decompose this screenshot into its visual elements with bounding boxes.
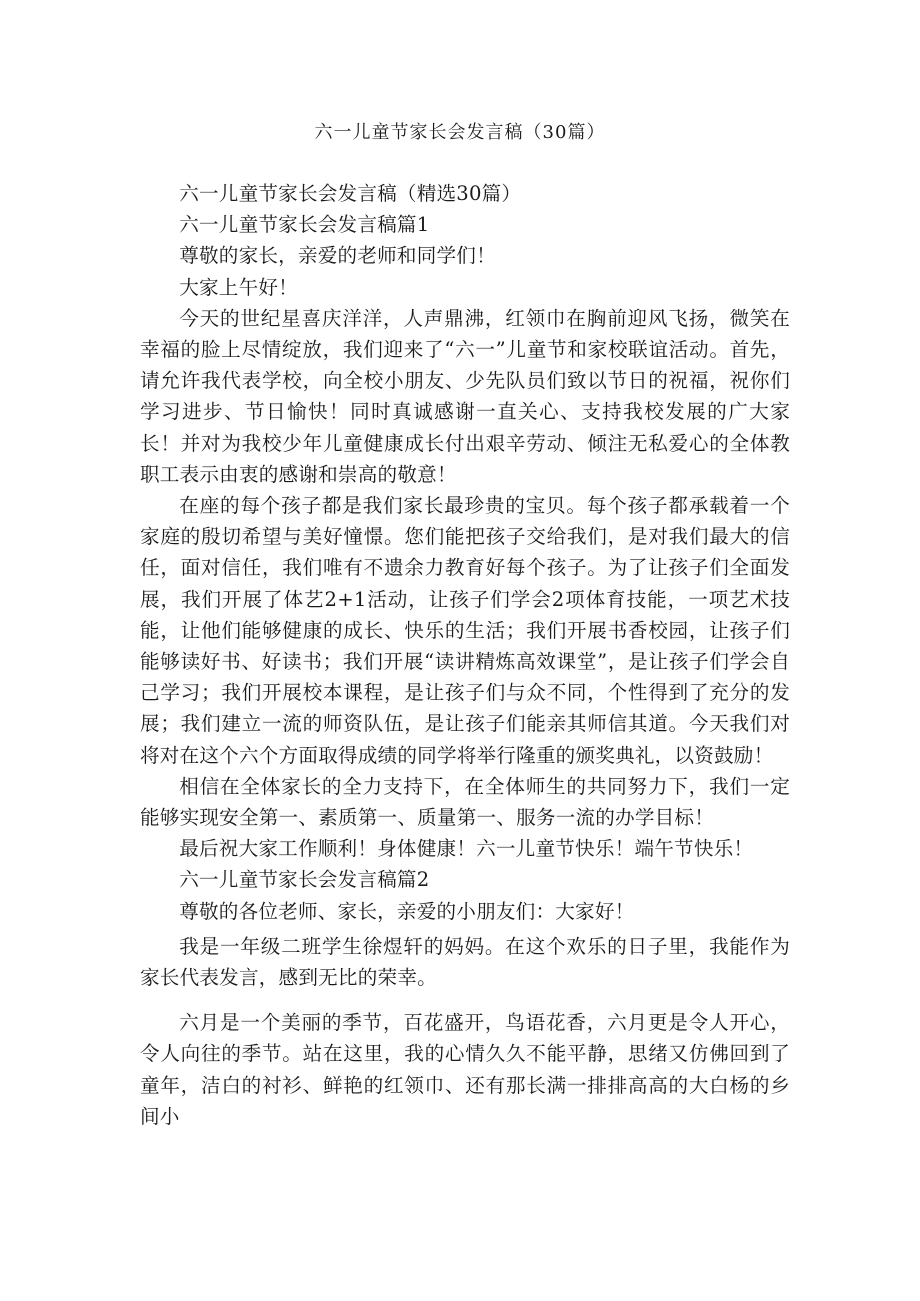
article2-heading: 六一儿童节家长会发言稿篇2: [179, 868, 430, 892]
article1-greeting: 大家上午好！: [179, 275, 298, 299]
article1-paragraph-3: 相信在全体家长的全力支持下，在全体师生的共同努力下，我们一定能够实现安全第一、素质第一、质量第一、服务一流的办学目标！: [140, 774, 790, 830]
article1-heading: 六一儿童节家长会发言稿篇1: [179, 213, 430, 237]
article2-salutation: 尊敬的各位老师、家长，亲爱的小朋友们：大家好！: [179, 899, 635, 923]
document-body: [140, 178, 790, 1132]
article1-paragraph-1: 今天的世纪星喜庆洋洋，人声鼎沸，红领巾在胸前迎风飞扬，微笑在幸福的脸上尽情绽放，我们迎来了“六一”儿童节和家校联谊活动。首先，请允许我代表学校，向全校小朋友、少先队员们致以节日的祝福，祝你们学习进步、节日愉快！同时真诚感谢一直关心、支持我校发展的广大家长！并对为我校少年儿童健康成长付出艰辛劳动、倾注无私爱心的全体教职工表示由衷的感谢和崇高的敬意！: [140, 306, 790, 486]
article1-salutation: 尊敬的家长，亲爱的老师和同学们！: [179, 244, 496, 268]
document-subtitle: 六一儿童节家长会发言稿（精选30篇）: [179, 182, 522, 205]
document-title: 六一儿童节家长会发言稿（30篇）: [314, 122, 606, 143]
article1-paragraph-2: 在座的每个孩子都是我们家长最珍贵的宝贝。每个孩子都承载着一个家庭的殷切希望与美好憧憬。您们能把孩子交给我们，是对我们最大的信任，面对信任，我们唯有不遗余力教育好每个孩子。为了让孩子们全面发展，我们开展了体艺2+1活动，让孩子们学会2项体育技能，一项艺术技能，让他们能够健康的成长、快乐的生活；我们开展书香校园，让孩子们能够读好书、好读书；我们开展“读讲精炼高效课堂”，是让孩子们学会自己学习；我们开展校本课程，是让孩子们与众不同，个性得到了充分的发展；我们建立一流的师资队伍，是让孩子们能亲其师信其道。今天我们对将对在这个六个方面取得成绩的同学将举行隆重的颁奖典礼，以资鼓励！: [140, 494, 790, 767]
article2-paragraph-2: 六月是一个美丽的季节，百花盛开，鸟语花香，六月更是令人开心，令人向往的季节。站在这里，我的心情久久不能平静，思绪又仿佛回到了童年，洁白的衬衫、鲜艳的红领巾、还有那长满一排排高高的大白杨的乡间小: [140, 1011, 790, 1128]
article2-paragraph-1: 我是一年级二班学生徐煜轩的妈妈。在这个欢乐的日子里，我能作为家长代表发言，感到无比的荣幸。: [140, 934, 790, 990]
article1-paragraph-4: 最后祝大家工作顺利！身体健康！六一儿童节快乐！端午节快乐！: [179, 837, 754, 861]
